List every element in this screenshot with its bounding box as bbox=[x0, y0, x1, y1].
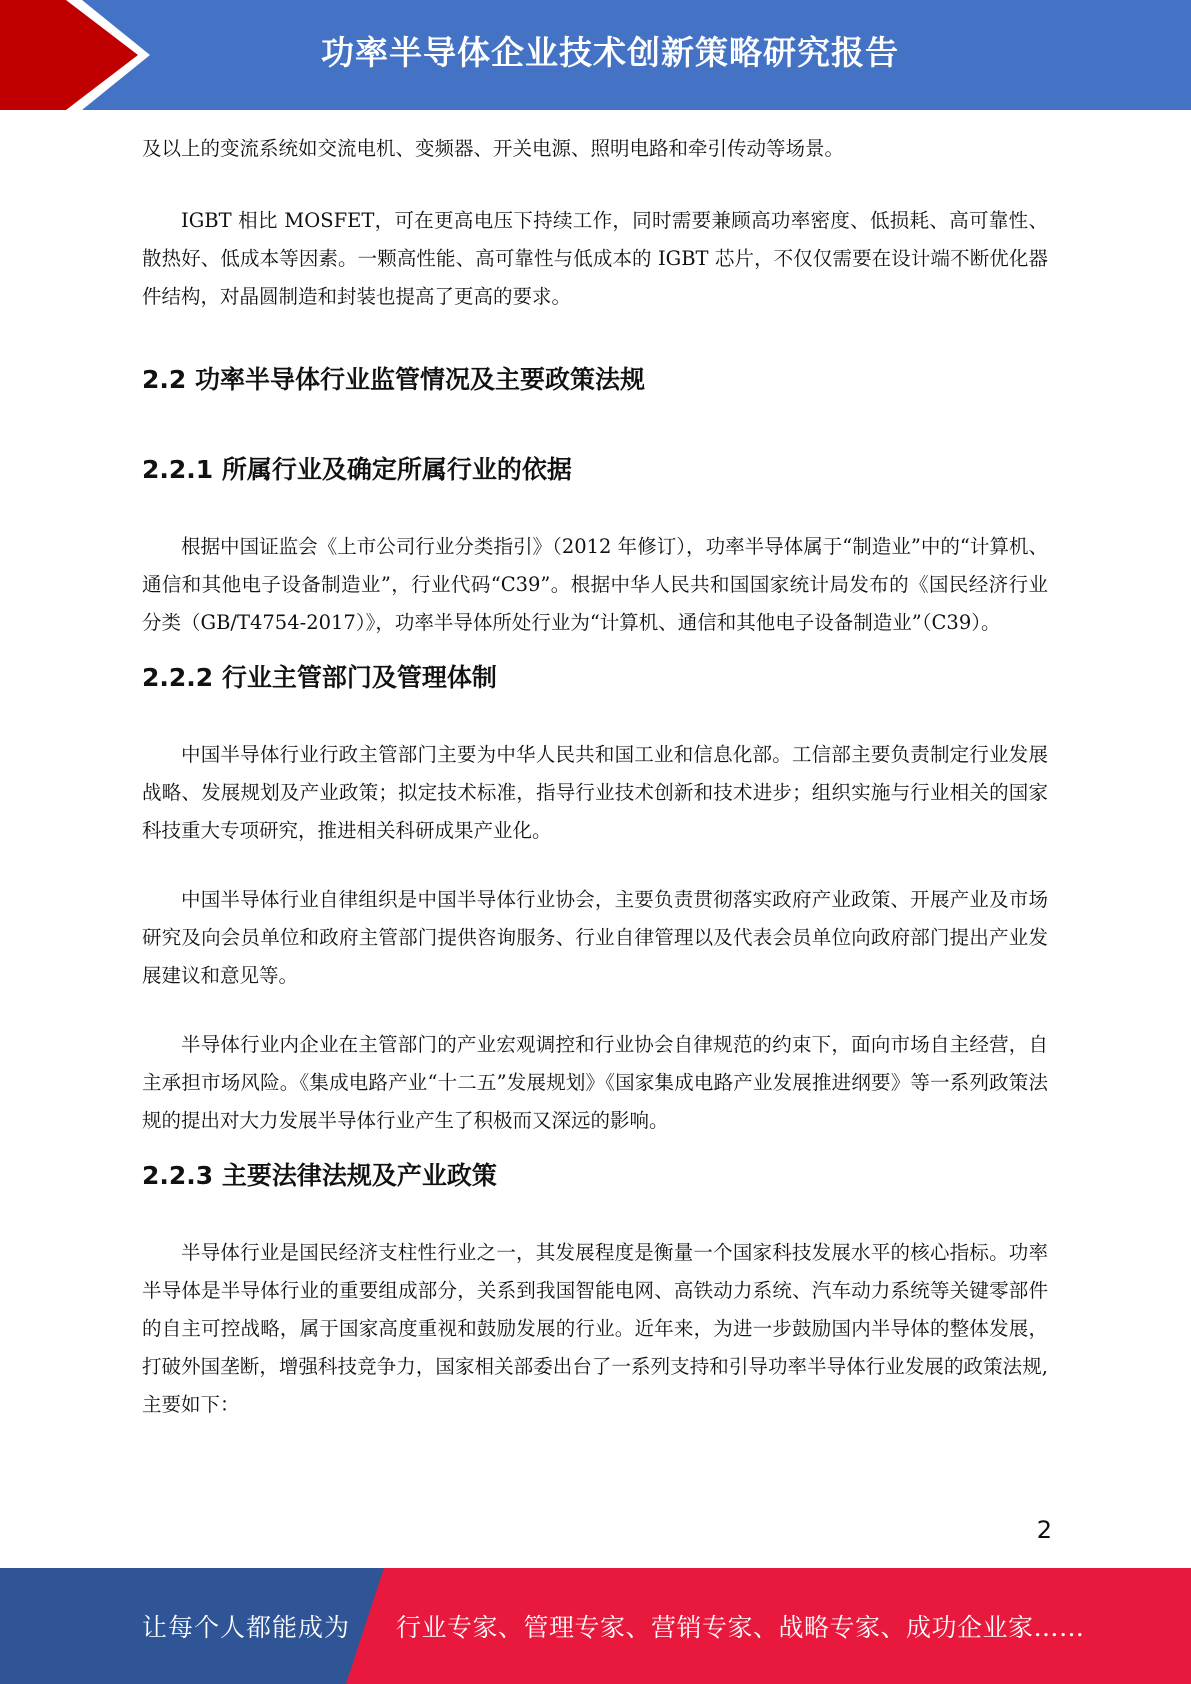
section-heading-2-2-3: 2.2.3 主要法律法规及产业政策 bbox=[142, 1161, 497, 1190]
paragraph-industry-classification: 根据中国证监会《上市公司行业分类指引》（2012 年修订），功率半导体属于“制造业”中的“计算机、通信和其他电子设备制造业”，行业代码“C39”。根据中华人民共和国国家统计局发布的《国民经济行业分类（GB/T4754-2017）》，功率半导体所处行业为“计算机、通信和其他电子设备制造业”（C39）。 bbox=[142, 535, 1048, 634]
footer-slogan-right: 行业专家、管理专家、营销专家、战略专家、成功企业家…… bbox=[396, 1613, 1085, 1642]
section-heading-2-2-2: 2.2.2 行业主管部门及管理体制 bbox=[142, 663, 497, 692]
page-body bbox=[142, 130, 1048, 1424]
page-number: 2 bbox=[1036, 1516, 1052, 1544]
paragraph-industry-association: 中国半导体行业自律组织是中国半导体行业协会，主要负责贯彻落实政府产业政策、开展产业及市场研究及向会员单位和政府主管部门提供咨询服务、行业自律管理以及代表会员单位向政府部门提出产业发展建议和意见等。 bbox=[142, 888, 1048, 987]
paragraph-market-regulation: 半导体行业内企业在主管部门的产业宏观调控和行业协会自律规范的约束下，面向市场自主经营，自主承担市场风险。《集成电路产业“十二五”发展规划》《国家集成电路产业发展推进纲要》等一系列政策法规的提出对大力发展半导体行业产生了积极而又深远的影响。 bbox=[142, 1033, 1048, 1132]
header-red-chevron bbox=[0, 0, 138, 110]
paragraph-igbt-vs-mosfet: IGBT 相比 MOSFET，可在更高电压下持续工作，同时需要兼顾高功率密度、低损耗、高可靠性、散热好、低成本等因素。一颗高性能、高可靠性与低成本的 IGBT 芯片，不仅仅需要在设计端不断优化器件结构，对晶圆制造和封装也提高了更高的要求。 bbox=[142, 209, 1048, 308]
report-title: 功率半导体企业技术创新策略研究报告 bbox=[321, 33, 899, 72]
paragraph-policy-overview: 半导体行业是国民经济支柱性行业之一，其发展程度是衡量一个国家科技发展水平的核心指标。功率半导体是半导体行业的重要组成部分，关系到我国智能电网、高铁动力系统、汽车动力系统等关键零部件的自主可控战略，属于国家高度重视和鼓励发展的行业。近年来，为进一步鼓励国内半导体的整体发展，打破外国垄断，增强科技竞争力，国家相关部委出台了一系列支持和引导功率半导体行业发展的政策法规,主要如下： bbox=[142, 1241, 1048, 1416]
paragraph-continuation: 及以上的变流系统如交流电机、变频器、开关电源、照明电路和牵引传动等场景。 bbox=[142, 137, 845, 160]
page-header bbox=[0, 0, 1191, 110]
section-heading-2-2-1: 2.2.1 所属行业及确定所属行业的依据 bbox=[142, 455, 572, 484]
section-heading-2-2: 2.2 功率半导体行业监管情况及主要政策法规 bbox=[142, 365, 645, 394]
footer-slogan-left: 让每个人都能成为 bbox=[142, 1613, 351, 1642]
page-footer bbox=[0, 1568, 1191, 1684]
paragraph-regulator: 中国半导体行业行政主管部门主要为中华人民共和国工业和信息化部。工信部主要负责制定行业发展战略、发展规划及产业政策；拟定技术标准，指导行业技术创新和技术进步；组织实施与行业相关的国家科技重大专项研究，推进相关科研成果产业化。 bbox=[142, 743, 1048, 842]
